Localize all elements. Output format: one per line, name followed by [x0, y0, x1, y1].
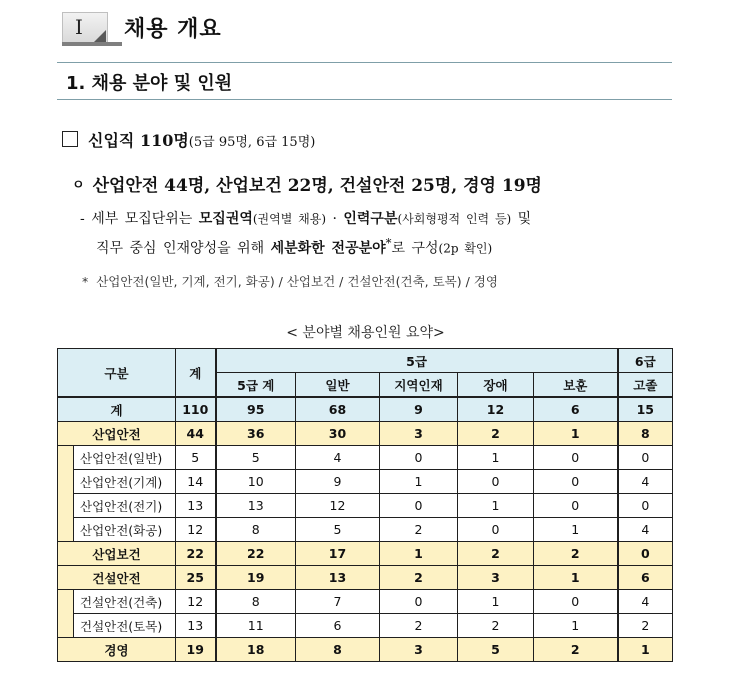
detail-footnote-mark: *	[385, 236, 392, 250]
table-cell: 4	[618, 590, 673, 614]
table-cell: 5	[296, 518, 380, 542]
table-cell: 19	[216, 566, 296, 590]
bullet-detail-line2	[96, 236, 492, 258]
table-cell: 0	[534, 590, 618, 614]
table-cell: 3	[458, 566, 534, 590]
table-cell: 2	[458, 614, 534, 638]
subsection-header	[57, 62, 672, 100]
detail-text-4: 직무 중심 인재양성을 위해	[96, 240, 271, 257]
table-cell: 1	[380, 470, 458, 494]
table-cell: 0	[534, 446, 618, 470]
table-cell: 12	[296, 494, 380, 518]
detail-text-3: 및	[511, 211, 532, 227]
table-cell: 13	[296, 566, 380, 590]
recruitment-summary-table	[57, 348, 673, 662]
table-cell: 1	[534, 614, 618, 638]
table-cell: 12	[176, 590, 216, 614]
detail-text-1: 세부 모집단위는	[91, 211, 199, 227]
row-label: 산업안전(전기)	[74, 494, 176, 518]
footnote	[82, 272, 498, 290]
table-cell: 9	[380, 397, 458, 422]
header-grade5: 5급	[216, 349, 618, 373]
bullet-new-hires	[62, 128, 315, 151]
table-cell: 1	[458, 590, 534, 614]
table-cell: 1	[618, 638, 673, 662]
row-label: 건설안전(토목)	[74, 614, 176, 638]
header-category: 구분	[58, 349, 176, 398]
table-cell: 13	[176, 494, 216, 518]
table-cell: 36	[216, 422, 296, 446]
table-cell: 5	[176, 446, 216, 470]
row-indent	[58, 614, 74, 638]
table-cell: 2	[618, 614, 673, 638]
table-cell: 8	[618, 422, 673, 446]
subsection-title: 1. 채용 분야 및 인원	[66, 73, 233, 94]
new-hires-detail: (5급 95명, 6급 15명)	[188, 135, 316, 150]
table-cell: 4	[296, 446, 380, 470]
table-cell: 8	[216, 590, 296, 614]
header-grade5-total: 5급 계	[216, 373, 296, 398]
header-grade6: 6급	[618, 349, 673, 373]
detail-bold-2: 인력구분	[343, 211, 398, 227]
row-indent	[58, 470, 74, 494]
row-label: 산업안전(일반)	[74, 446, 176, 470]
detail-text-2: ·	[326, 211, 344, 227]
table-cell: 15	[618, 397, 673, 422]
table-cell: 11	[216, 614, 296, 638]
row-label: 경영	[58, 638, 176, 662]
table-cell: 13	[176, 614, 216, 638]
table-cell: 4	[618, 470, 673, 494]
table-cell: 4	[618, 518, 673, 542]
table-cell: 8	[296, 638, 380, 662]
table-cell: 18	[216, 638, 296, 662]
row-indent	[58, 494, 74, 518]
table-cell: 3	[380, 422, 458, 446]
table-cell: 1	[458, 494, 534, 518]
header-veteran: 보훈	[534, 373, 618, 398]
row-label: 건설안전	[58, 566, 176, 590]
section-corner-triangle-icon	[94, 30, 106, 42]
table-cell: 7	[296, 590, 380, 614]
table-cell: 1	[534, 566, 618, 590]
table-cell: 2	[380, 518, 458, 542]
table-cell: 1	[380, 542, 458, 566]
detail-small-2: (사회형평적 인력 등)	[397, 212, 512, 226]
table-cell: 68	[296, 397, 380, 422]
table-cell: 44	[176, 422, 216, 446]
detail-bold-1: 모집권역	[198, 211, 253, 227]
row-label: 산업안전(화공)	[74, 518, 176, 542]
table-total-row	[58, 397, 673, 422]
detail-small-1: (권역별 채용)	[252, 212, 327, 226]
table-cell: 12	[176, 518, 216, 542]
table-cell: 30	[296, 422, 380, 446]
table-cell: 17	[296, 542, 380, 566]
table-cell: 0	[534, 470, 618, 494]
section-underline	[62, 42, 122, 46]
row-label: 산업안전	[58, 422, 176, 446]
row-indent	[58, 518, 74, 542]
table-cell: 6	[296, 614, 380, 638]
header-general: 일반	[296, 373, 380, 398]
row-label: 계	[58, 397, 176, 422]
table-cell: 2	[380, 614, 458, 638]
table-cell: 1	[534, 422, 618, 446]
table-cell: 19	[176, 638, 216, 662]
section-title: 채용 개요	[124, 17, 222, 42]
table-cell: 2	[534, 542, 618, 566]
table-cell: 25	[176, 566, 216, 590]
table-cell: 2	[458, 422, 534, 446]
table-cell: 2	[458, 542, 534, 566]
footnote-mark: *	[82, 274, 89, 289]
table-row	[58, 590, 673, 614]
dash-bullet: -	[80, 211, 85, 227]
detail-bold-3: 세분화한 전공분야	[270, 240, 386, 257]
table-row	[58, 446, 673, 470]
table-cell: 0	[618, 542, 673, 566]
table-cell: 10	[216, 470, 296, 494]
square-bullet-icon	[62, 131, 78, 147]
bullet-field-counts	[72, 171, 542, 196]
table-cell: 22	[216, 542, 296, 566]
table-row	[58, 422, 673, 446]
table-cell: 0	[458, 470, 534, 494]
row-indent	[58, 590, 74, 614]
new-hires-lead: 신입직 110명	[88, 131, 189, 150]
table-cell: 6	[618, 566, 673, 590]
row-indent	[58, 446, 74, 470]
table-cell: 8	[216, 518, 296, 542]
section-header	[62, 10, 672, 48]
row-label: 산업보건	[58, 542, 176, 566]
table-cell: 5	[216, 446, 296, 470]
table-cell: 1	[534, 518, 618, 542]
table-row	[58, 638, 673, 662]
table-cell: 0	[380, 446, 458, 470]
table-header-row-1	[58, 349, 673, 373]
header-total: 계	[176, 349, 216, 398]
table-cell: 3	[380, 638, 458, 662]
table-row	[58, 566, 673, 590]
header-disabled: 장애	[458, 373, 534, 398]
section-number: Ⅰ	[75, 15, 83, 39]
header-regional: 지역인재	[380, 373, 458, 398]
table-cell: 2	[380, 566, 458, 590]
detail-small-3: (2p 확인)	[438, 241, 493, 256]
row-label: 건설안전(건축)	[74, 590, 176, 614]
detail-text-5: 로 구성	[391, 240, 439, 257]
table-cell: 13	[216, 494, 296, 518]
table-cell: 2	[534, 638, 618, 662]
footnote-text: 산업안전(일반, 기계, 전기, 화공) / 산업보건 / 건설안전(건축, 토목) / 경영	[96, 274, 498, 289]
table-cell: 0	[534, 494, 618, 518]
circle-bullet-icon: ㅇ	[72, 178, 85, 193]
field-counts-text: 산업안전 44명, 산업보건 22명, 건설안전 25명, 경영 19명	[92, 176, 542, 196]
table-row	[58, 614, 673, 638]
table-cell: 0	[458, 518, 534, 542]
table-cell: 5	[458, 638, 534, 662]
table-cell: 95	[216, 397, 296, 422]
table-cell: 12	[458, 397, 534, 422]
bullet-detail-line1	[80, 208, 531, 228]
table-cell: 9	[296, 470, 380, 494]
table-row	[58, 542, 673, 566]
table-cell: 0	[380, 494, 458, 518]
table-cell: 0	[618, 494, 673, 518]
table-cell: 110	[176, 397, 216, 422]
table-cell: 0	[618, 446, 673, 470]
header-highschool: 고졸	[618, 373, 673, 398]
table-cell: 1	[458, 446, 534, 470]
table-cell: 6	[534, 397, 618, 422]
table-cell: 14	[176, 470, 216, 494]
table-row	[58, 470, 673, 494]
table-cell: 22	[176, 542, 216, 566]
table-caption: < 분야별 채용인원 요약>	[286, 325, 445, 341]
table-row	[58, 518, 673, 542]
row-label: 산업안전(기계)	[74, 470, 176, 494]
table-cell: 0	[380, 590, 458, 614]
table-row	[58, 494, 673, 518]
